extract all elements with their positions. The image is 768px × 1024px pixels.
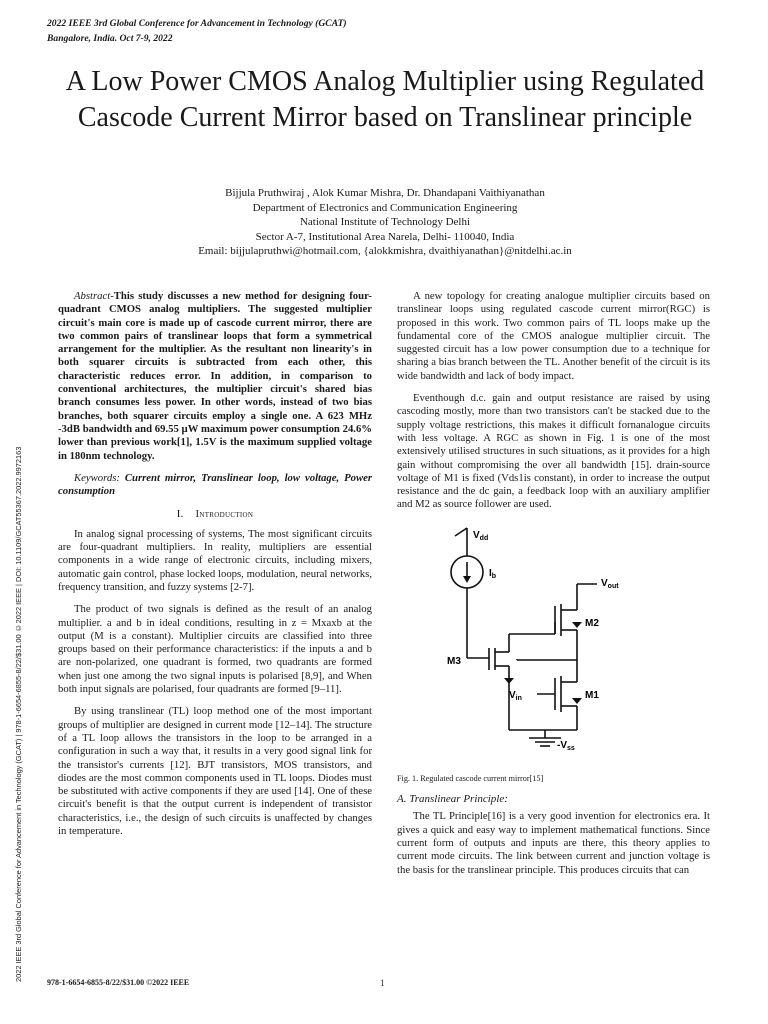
vdd-label: $V_{dd}$ — [473, 529, 489, 542]
m1-label: M1 — [585, 689, 599, 701]
circuit-diagram — [397, 526, 710, 770]
paper-title: A Low Power CMOS Analog Multiplier using Regulated Cascode Current Mirror based on Translinear principle — [65, 66, 705, 133]
author-names: Bijjula Pruthwiraj , Alok Kumar Mishra, Dr. Dhandapani Vaithiyanathan — [225, 187, 545, 199]
vin-label: $V_{in}$ — [509, 689, 522, 702]
ib-label: $I_b$ — [489, 567, 497, 580]
keywords-lead: Keywords: — [74, 471, 120, 484]
page-number: 1 — [380, 978, 385, 988]
author-department: Department of Electronics and Communication Engineering — [252, 201, 518, 214]
subsection-heading-translinear: A. Translinear Principle: — [397, 793, 508, 806]
abstract — [58, 290, 372, 463]
section-heading-introduction — [58, 508, 372, 521]
author-email: Email: bijjulapruthwi@hotmail.com, {alokkmishra, dvaithiyanathan}@nitdelhi.ac.in — [198, 245, 572, 258]
author-address: Sector A-7, Institutional Area Narela, Delhi- 110040, India — [255, 230, 515, 243]
conference-name: 2022 IEEE 3rd Global Conference for Advancement in Technology (GCAT) — [47, 18, 347, 29]
right-paragraph-2: Eventhough d.c. gain and output resistance are raised by using cascoding mostly, more than two transistors can't be stacked due to the supply voltage restrictions, this makes it difficult fornanalogue circuits with less voltage. A RGC as shown in Fig. 1 is one of the most extensively utilised structures in such situations, as it provides for a high gain without compromising the over all bandwidth [15]. drain-source voltage of M1 is fixed (Vds1is constant), in order to increase the output resistance and the dc gain, a feedback loop with an auxiliary amplifier and M2 as source follower are used. — [397, 392, 710, 511]
section-number: I. — [176, 508, 184, 521]
right-paragraph-1: A new topology for creating analogue multiplier circuits based on translinear loops using regulated cascode current mirror(RGC) is proposed in this work. Two common pairs of TL loops make up the fundamental core of the CMOS analogue multiplier circuit. The suggested circuit has a low power consumption due to a technique for sharing a bias branch between the TL. Another benefit of the circuit is its wide bandwidth and lack of body impact. — [397, 290, 710, 382]
footer-isbn: 978-1-6654-6855-8/22/$31.00 ©2022 IEEE — [47, 978, 190, 987]
intro-paragraph-2: The product of two signals is defined as the result of an analog multiplier. a and b in ideal conditions, resulting in z = Mxaxb at the output (M is a constant). Multiplier circuits are classified into three groups based on their performance characteristics: if the inputs a and b are non-polarized, one quadrant is formed, two quadrants are formed when just one among the two signal inputs is polarised [8,9], and When both input signals are polarised, four quadrants are formed [9–11]. — [58, 603, 372, 696]
m3-label: M3 — [447, 655, 461, 667]
m2-label: M2 — [585, 617, 599, 629]
abstract-lead: Abstract- — [74, 290, 114, 302]
intro-paragraph-3: By using translinear (TL) loop method one of the most important groups of multiplier are designed in current mode [12–14]. The structure of a TL loop allows the transistors in the loop to be arranged in a configuration in such a way that, it results in a very good signal link for the transistor's currents [12]. BJT transistors, MOS transistors, and diodes are the most common components used in TL loops. Diodes must be substituted with active components if they are used [14]. One of these circuit's benefit is that the output current is independent of transistor characteristics, i.e., the design of such circuits is unaffected by changes in temperature. — [58, 705, 372, 837]
conference-location-date: Bangalore, India. Oct 7-9, 2022 — [47, 33, 173, 44]
author-institute: National Institute of Technology Delhi — [299, 216, 471, 229]
abstract-text: This study discusses a new method for designing four-quadrant CMOS analog multipliers. The suggested multiplier circuit's main core is made up of cascode current mirror, there are two common pairs of translinear loops that form a symmetrical arrangement for the multiplier. As the resultant non linearity's in both squarer circuits is subtracted from each other, this characteristic reduces error. In addition, in comparison to conventional architectures, the multiplier circuit's shared bias branch consumes less power. In other words, instead of two bias branches, both squarer circuits employ a single one. A 623 MHz -3dB bandwidth and 69.55 µW maximum power consumption 24.6% lower than previous work[1], 1.5V is the maximum supplied voltage in 180nm technology. — [58, 290, 372, 462]
left-column — [58, 290, 372, 847]
vout-label: $V_{out}$ — [601, 577, 619, 590]
intro-paragraph-1: In analog signal processing of systems, The most significant circuits are four-quadrant multipliers. In reality, multipliers are essential components in a wide range of electronic circuits, including mixers, automatic gain control, phase locked loops, modulation, neural networks, frequency transition, and fuzzy systems [2-7]. — [58, 527, 372, 593]
section-title: Introduction — [195, 508, 254, 521]
author-block — [130, 186, 640, 259]
sidebar-doi-strip: 2022 IEEE 3rd Global Conference for Advancement in Technology (GCAT) | 978-1-6654-6855-8/22/$31.00 ©2022 IEEE | DOI: 10.1109/GCAT55367.2022.9972163 — [14, 446, 23, 982]
right-column — [397, 290, 710, 886]
conference-header — [47, 16, 347, 46]
figure-1-circuit — [397, 526, 710, 770]
keywords — [58, 472, 372, 499]
keywords-text: Current mirror, Translinear loop, low voltage, Power consumption — [58, 471, 372, 498]
figure-caption: Fig. 1. Regulated cascode current mirror[15] — [397, 773, 544, 783]
vss-label: $-V_{ss}$ — [557, 739, 575, 752]
translinear-paragraph: The TL Principle[16] is a very good invention for electronics era. It gives a quick and easy way to implement mathematical functions. Since current form of outputs and inputs are there, this theory applies to current mode circuits. The link between current and junction voltage is the basis for the translinear principle. This produces circuits that can — [397, 810, 710, 876]
